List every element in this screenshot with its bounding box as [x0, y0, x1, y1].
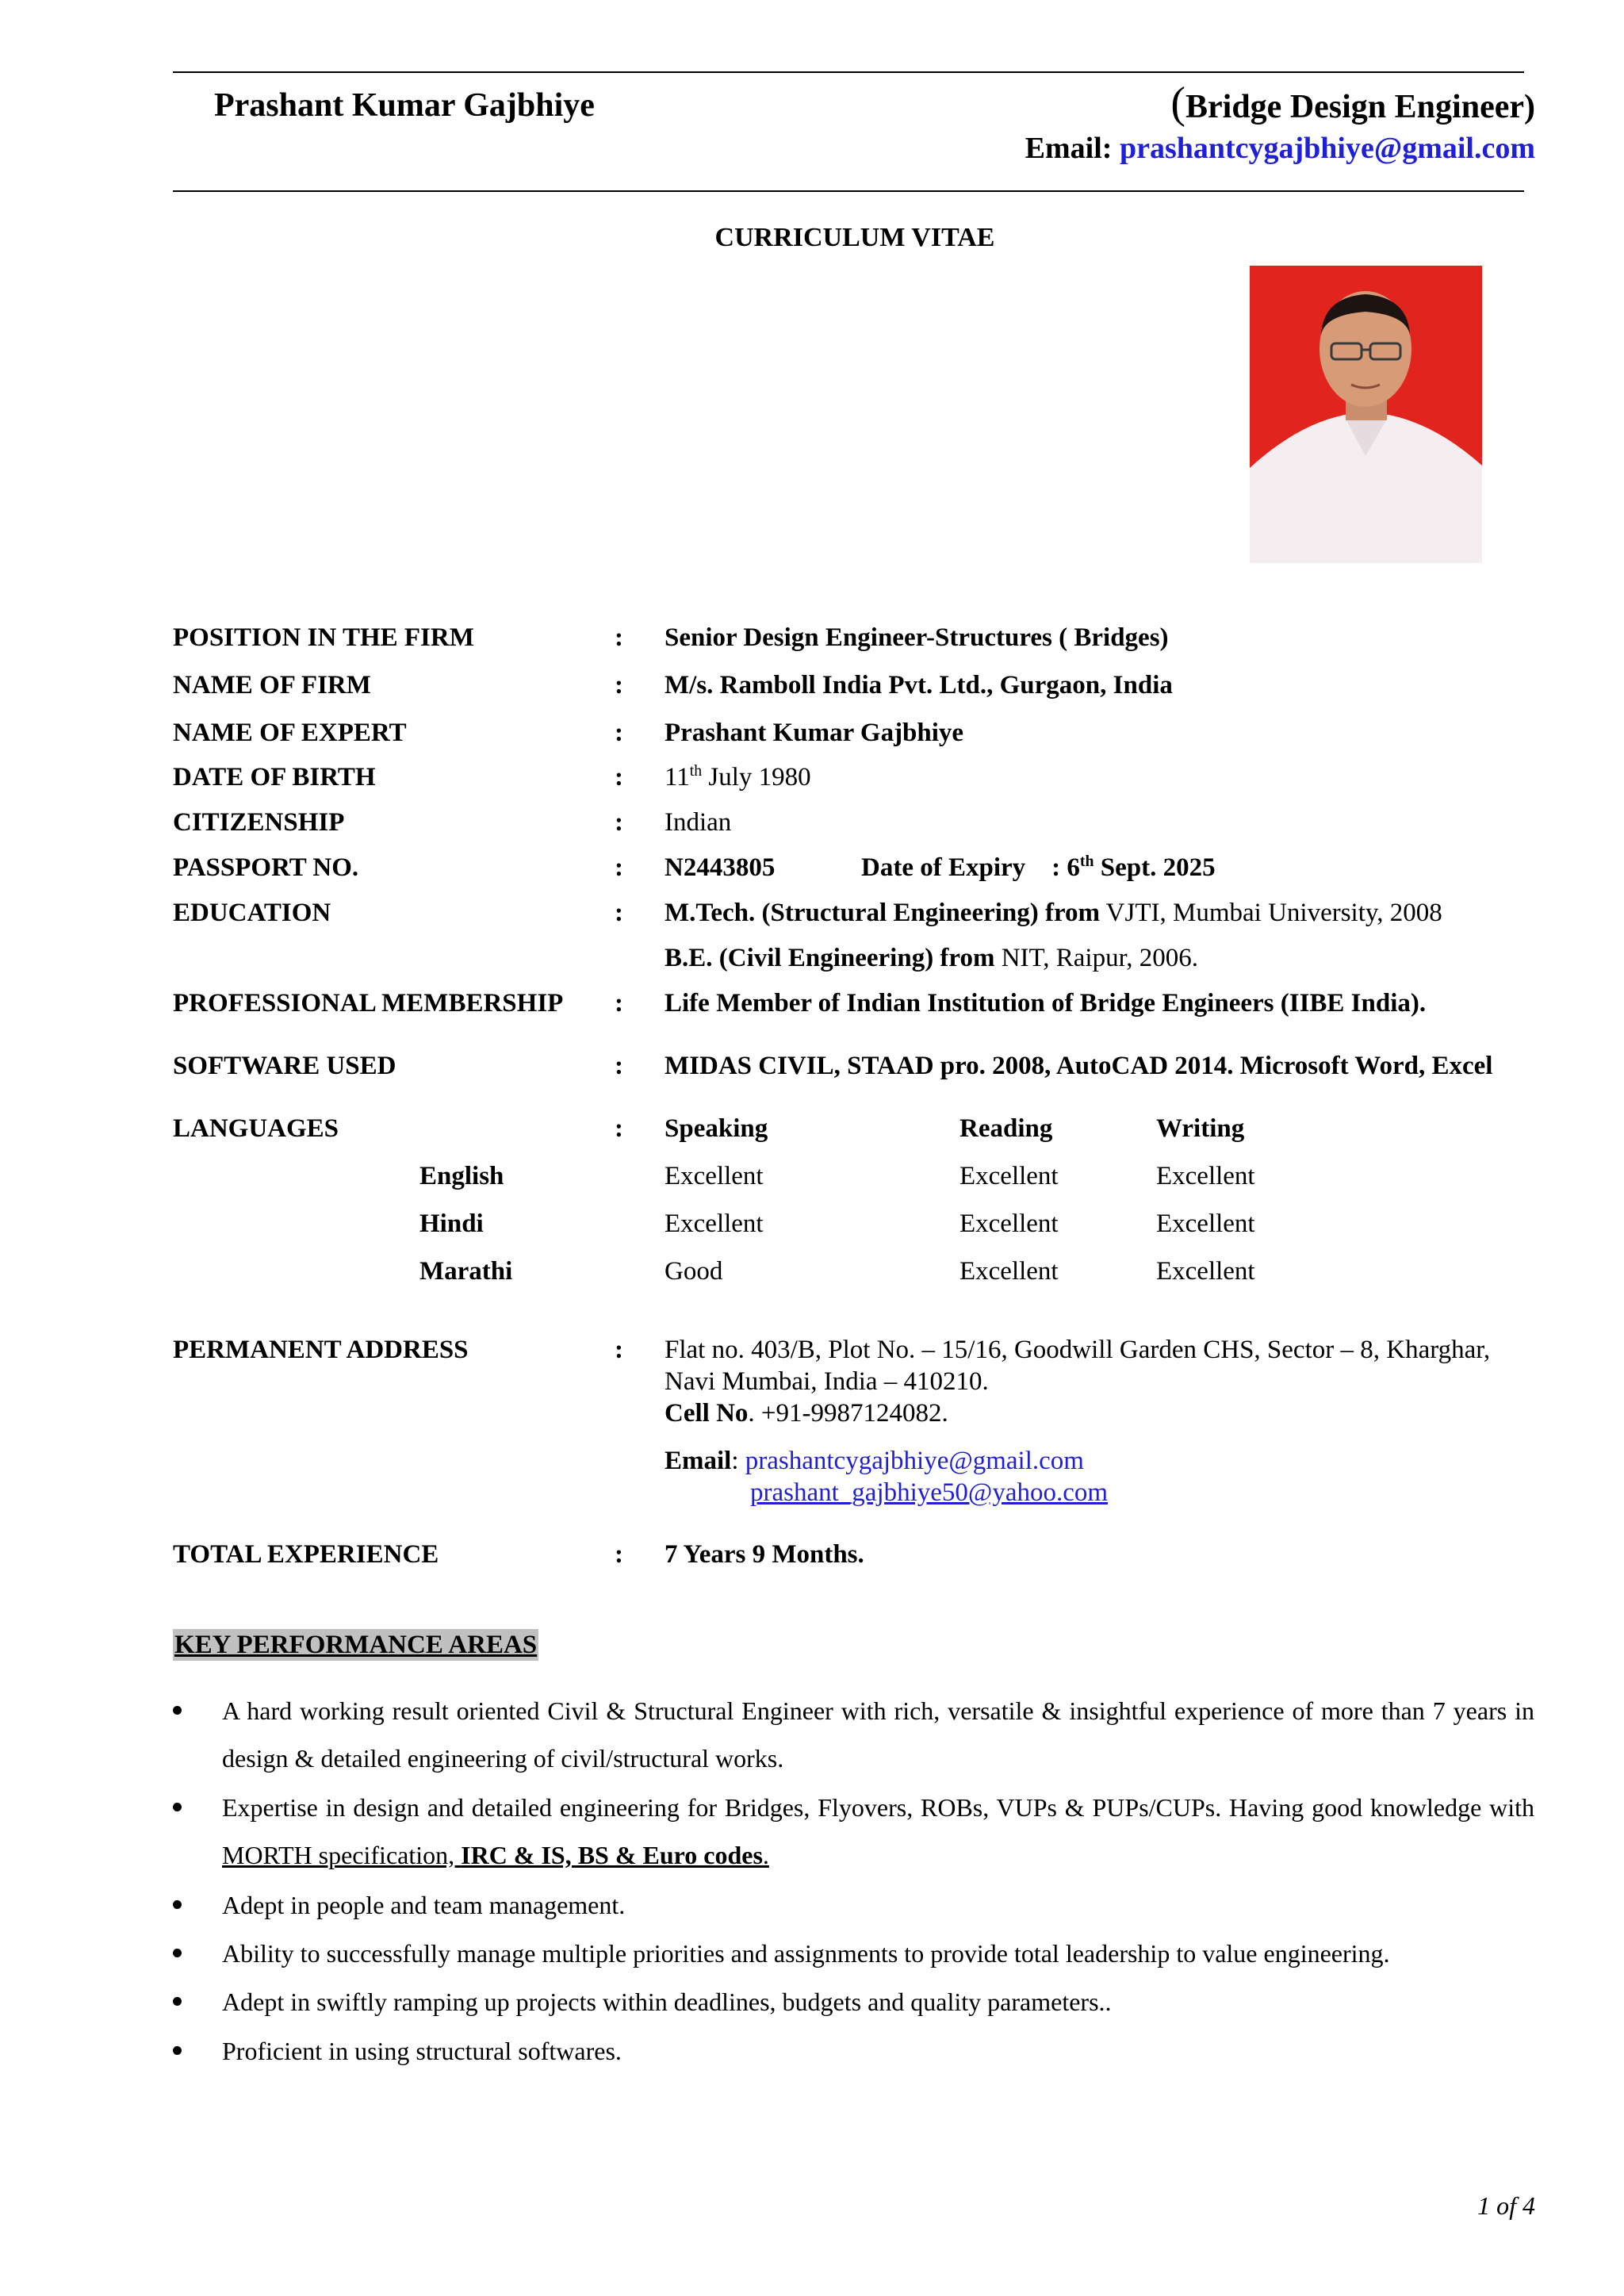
membership-label: PROFESSIONAL MEMBERSHIP: [173, 989, 564, 1018]
bullet-icon: [173, 2046, 182, 2055]
experience-value: 7 Years 9 Months.: [665, 1540, 864, 1569]
lang-name: Hindi: [419, 1209, 484, 1238]
lang-header-reading: Reading: [959, 1114, 1053, 1143]
bullet-icon: [173, 1949, 182, 1957]
top-rule: [173, 71, 1524, 73]
header-email: Email: prashantcygajbhiye@gmail.com: [1025, 132, 1535, 165]
position-value: Senior Design Engineer-Structures ( Bridges): [665, 623, 1169, 652]
bullet-icon: [173, 1803, 182, 1811]
firm-value: M/s. Ramboll India Pvt. Ltd., Gurgaon, India: [665, 671, 1173, 700]
kpa-item: A hard working result oriented Civil & Structural Engineer with rich, versatile & insightful experience of more than 7 years in design & detailed engineering of civil/structural works.: [222, 1696, 1534, 1773]
lang-writing: Excellent: [1156, 1162, 1255, 1190]
candidate-role: (Bridge Design Engineer): [1170, 79, 1535, 128]
lang-reading: Excellent: [959, 1257, 1059, 1286]
colon: :: [615, 1540, 623, 1569]
colon: :: [615, 671, 623, 700]
colon: :: [615, 853, 623, 882]
citizenship-label: CITIZENSHIP: [173, 808, 345, 837]
experience-label: TOTAL EXPERIENCE: [173, 1540, 439, 1569]
firm-label: NAME OF FIRM: [173, 671, 371, 700]
header-bottom-rule: [173, 190, 1524, 192]
passport-label: PASSPORT NO.: [173, 853, 359, 882]
email-link-yahoo[interactable]: prashant_gajbhiye50@yahoo.com: [750, 1478, 1109, 1507]
dob-value: 11th July 1980: [665, 762, 811, 792]
cv-title: CURRICULUM VITAE: [714, 223, 995, 252]
lang-writing: Excellent: [1156, 1257, 1255, 1286]
address-label: PERMANENT ADDRESS: [173, 1336, 469, 1364]
bullet-icon: [173, 1997, 182, 2006]
software-label: SOFTWARE USED: [173, 1052, 396, 1080]
colon: :: [615, 808, 623, 837]
colon: :: [615, 719, 623, 747]
lang-reading: Excellent: [959, 1162, 1059, 1190]
colon: :: [615, 1336, 623, 1364]
colon: :: [615, 623, 623, 652]
expert-value: Prashant Kumar Gajbhiye: [665, 719, 964, 747]
colon: :: [615, 1114, 623, 1143]
software-value: MIDAS CIVIL, STAAD pro. 2008, AutoCAD 2014. Microsoft Word, Excel: [665, 1052, 1493, 1080]
candidate-name: Prashant Kumar Gajbhiye: [214, 87, 595, 124]
lang-writing: Excellent: [1156, 1209, 1255, 1238]
lang-header-writing: Writing: [1156, 1114, 1245, 1143]
cell-number: Cell No. +91-9987124082.: [665, 1399, 948, 1428]
bullet-icon: [173, 1900, 182, 1909]
lang-speaking: Excellent: [665, 1209, 764, 1238]
education-line-1: M.Tech. (Structural Engineering) from VJTI, Mumbai University, 2008: [665, 899, 1442, 927]
dob-label: DATE OF BIRTH: [173, 763, 376, 792]
position-label: POSITION IN THE FIRM: [173, 623, 474, 652]
membership-value: Life Member of Indian Institution of Bridge Engineers (IIBE India).: [665, 989, 1427, 1018]
email-link-gmail[interactable]: prashantcygajbhiye@gmail.com: [745, 1447, 1084, 1475]
colon: :: [615, 1052, 623, 1080]
expert-label: NAME OF EXPERT: [173, 719, 407, 747]
languages-label: LANGUAGES: [173, 1114, 339, 1143]
education-line-2: B.E. (Civil Engineering) from NIT, Raipur, 2006.: [665, 944, 1198, 972]
colon: :: [615, 989, 623, 1018]
colon: :: [615, 763, 623, 792]
colon: :: [615, 899, 623, 927]
kpa-item: Expertise in design and detailed engineering for Bridges, Flyovers, ROBs, VUPs & PUPs/CUPs. Having good knowledge with MORTH specification, IRC & IS, BS & Euro codes.: [222, 1793, 1534, 1869]
address-email: Email: prashantcygajbhiye@gmail.com: [665, 1447, 1084, 1475]
address-line-1: Flat no. 403/B, Plot No. – 15/16, Goodwill Garden CHS, Sector – 8, Kharghar,: [665, 1336, 1491, 1364]
lang-name: Marathi: [419, 1257, 513, 1286]
lang-header-speaking: Speaking: [665, 1114, 768, 1143]
kpa-item: Ability to successfully manage multiple priorities and assignments to provide total leadership to value engineering.: [222, 1939, 1390, 1968]
kpa-item: Adept in swiftly ramping up projects within deadlines, budgets and quality parameters..: [222, 1987, 1112, 2016]
address-line-2: Navi Mumbai, India – 410210.: [665, 1367, 989, 1396]
kpa-item: Adept in people and team management.: [222, 1891, 626, 1919]
profile-photo: [1250, 266, 1482, 563]
citizenship-value: Indian: [665, 808, 732, 837]
person-portrait-icon: [1250, 266, 1482, 563]
lang-speaking: Excellent: [665, 1162, 764, 1190]
kpa-item: Proficient in using structural softwares.: [222, 2037, 622, 2065]
lang-reading: Excellent: [959, 1209, 1059, 1238]
page-number: 1 of 4: [1477, 2191, 1535, 2220]
kpa-heading: KEY PERFORMANCE AREAS: [174, 1631, 538, 1659]
header-email-link[interactable]: prashantcygajbhiye@gmail.com: [1119, 132, 1535, 165]
education-label: EDUCATION: [173, 899, 331, 927]
passport-number: N2443805: [665, 853, 776, 882]
lang-speaking: Good: [665, 1257, 723, 1286]
lang-name: English: [419, 1162, 504, 1190]
passport-expiry: Date of Expiry : 6th Sept. 2025: [861, 853, 1216, 882]
bullet-icon: [173, 1706, 182, 1715]
